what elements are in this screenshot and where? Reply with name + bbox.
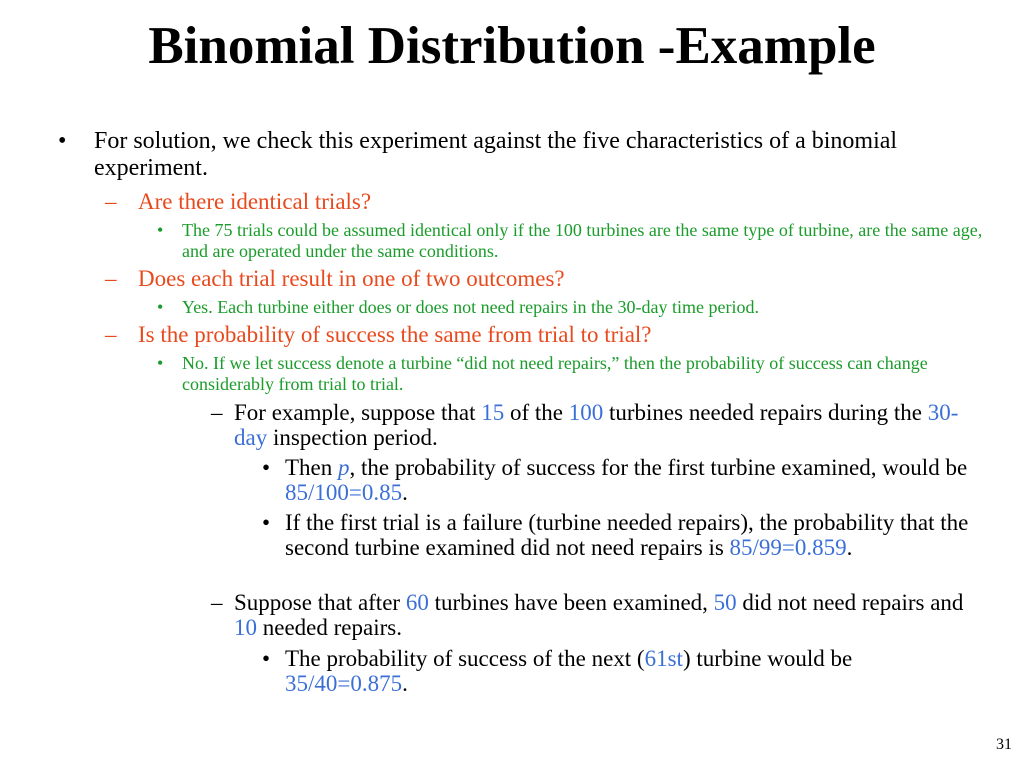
- value-needed-repairs: 15: [481, 400, 505, 425]
- question-same-probability: [105, 322, 652, 348]
- value-total-turbines: 100: [568, 400, 604, 425]
- example-second-probability: [262, 510, 972, 560]
- bullet-marker: •: [262, 646, 271, 671]
- example-after-sixty: [211, 590, 971, 640]
- intro-text: For solution, we check this experiment against the five characteristics of a binomial experiment.: [94, 128, 898, 181]
- value-examined: 60: [405, 590, 429, 615]
- answer-same-probability: [157, 353, 987, 395]
- bullet-marker: •: [58, 128, 67, 154]
- bullet-marker: •: [157, 297, 164, 317]
- value-first-probability: 85/100=0.85: [285, 480, 403, 505]
- answer-text: Yes. Each turbine either does or does not need repairs in the 30-day time period.: [182, 297, 760, 317]
- example-text: The probability of success of the next (61st) turbine would be 35/40=0.875.: [285, 646, 853, 696]
- example-text: For example, suppose that 15 of the 100 turbines needed repairs during the 30-day inspection period.: [234, 400, 959, 450]
- dash-marker: –: [105, 189, 117, 214]
- question-identical-trials: [105, 189, 371, 215]
- answer-identical-trials: [157, 220, 987, 262]
- example-text: If the first trial is a failure (turbine needed repairs), the probability that the second turbine examined did not need repairs is 85/99=0.859.: [285, 510, 969, 560]
- example-text: Then p, the probability of success for the first turbine examined, would be 85/100=0.85.: [285, 455, 968, 505]
- dash-marker: –: [105, 322, 117, 347]
- question-text: Are there identical trials?: [138, 189, 372, 214]
- dash-marker: –: [211, 400, 223, 425]
- value-period: 30-day: [234, 400, 959, 450]
- value-repairs: 10: [234, 615, 257, 640]
- bullet-marker: •: [262, 455, 271, 480]
- question-text: Does each trial result in one of two outcomes?: [138, 266, 565, 291]
- dash-marker: –: [211, 590, 223, 615]
- bullet-marker: •: [157, 353, 164, 373]
- intro-bullet: [58, 128, 958, 182]
- dash-marker: –: [105, 266, 117, 291]
- page-number: 31: [996, 736, 1012, 753]
- answer-two-outcomes: [157, 297, 987, 318]
- example-next-probability: [262, 646, 972, 696]
- value-no-repairs: 50: [713, 590, 737, 615]
- answer-text: No. If we let success denote a turbine “did not need repairs,” then the probability of success can change considerably from trial to trial.: [182, 353, 928, 394]
- variable-p: p: [338, 455, 350, 480]
- value-second-probability: 85/99=0.859: [729, 535, 847, 560]
- example-first-draw: [211, 400, 971, 450]
- example-text: Suppose that after 60 turbines have been examined, 50 did not need repairs and 10 needed repairs.: [234, 590, 964, 640]
- value-next-trial: 61st: [644, 646, 683, 671]
- bullet-marker: •: [157, 220, 164, 240]
- example-first-probability: [262, 455, 972, 505]
- question-two-outcomes: [105, 266, 565, 292]
- bullet-marker: •: [262, 510, 271, 535]
- value-next-probability: 35/40=0.875: [285, 671, 403, 696]
- answer-text: The 75 trials could be assumed identical only if the 100 turbines are the same type of turbine, are the same age, and are operated under the same conditions.: [182, 220, 983, 261]
- question-text: Is the probability of success the same from trial to trial?: [138, 322, 652, 347]
- slide-title: Binomial Distribution -Example: [148, 17, 876, 75]
